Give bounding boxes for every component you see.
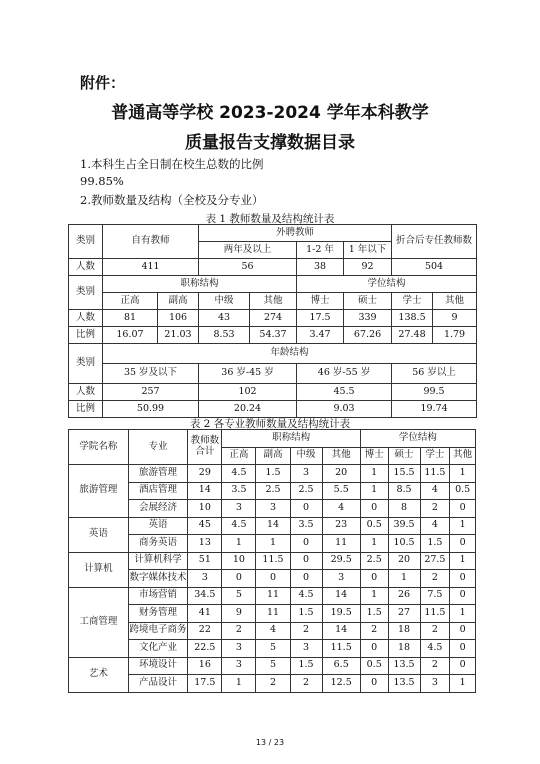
table-row bbox=[69, 344, 477, 364]
header-rank: 其他 bbox=[322, 447, 360, 465]
cell: 2 bbox=[222, 622, 256, 640]
header-major: 专业 bbox=[128, 430, 188, 465]
cell: 5 bbox=[256, 640, 290, 658]
row-label-ratio: 比例 bbox=[69, 401, 103, 418]
cell: 0 bbox=[290, 570, 322, 588]
header-age-structure: 年龄结构 bbox=[103, 344, 477, 364]
table-row bbox=[69, 465, 476, 483]
cell: 5.5 bbox=[322, 482, 360, 500]
cell: 29.5 bbox=[322, 552, 360, 570]
section-2-heading: 2.教师数量及结构（全校及分专业） bbox=[80, 193, 264, 207]
cell: 17.5 bbox=[297, 310, 344, 327]
cell: 1 bbox=[222, 535, 256, 553]
cell: 1 bbox=[222, 675, 256, 693]
cell: 20.24 bbox=[199, 401, 297, 418]
header-degree: 其他 bbox=[450, 447, 476, 465]
table-row bbox=[69, 657, 476, 675]
cell: 3 bbox=[256, 500, 290, 518]
cell: 2.5 bbox=[256, 482, 290, 500]
cell: 14 bbox=[256, 517, 290, 535]
header-degree-structure: 学位结构 bbox=[297, 276, 477, 293]
header-under-one-year: 1 年以下 bbox=[344, 242, 392, 259]
cell: 13.5 bbox=[388, 675, 420, 693]
table-row bbox=[69, 364, 477, 384]
cell: 11.5 bbox=[420, 605, 450, 623]
cell: 1 bbox=[450, 517, 476, 535]
cell: 3 bbox=[222, 657, 256, 675]
cell: 1 bbox=[388, 570, 420, 588]
major-name: 市场营销 bbox=[128, 587, 188, 605]
major-name: 产品设计 bbox=[128, 675, 188, 693]
cell: 3 bbox=[222, 500, 256, 518]
cell: 50.99 bbox=[103, 401, 199, 418]
header-title-structure: 职称结构 bbox=[103, 276, 297, 293]
college-name: 计算机 bbox=[69, 552, 129, 587]
cell: 9 bbox=[433, 310, 477, 327]
header-fulltime-equivalent: 折合后专任教师数 bbox=[392, 225, 477, 259]
header-two-years: 两年及以上 bbox=[199, 242, 297, 259]
cell: 23 bbox=[322, 517, 360, 535]
cell: 1 bbox=[450, 605, 476, 623]
college-name: 艺术 bbox=[69, 657, 129, 692]
cell: 19.5 bbox=[322, 605, 360, 623]
cell: 274 bbox=[250, 310, 297, 327]
cell: 11.5 bbox=[420, 465, 450, 483]
major-name: 财务管理 bbox=[128, 605, 188, 623]
cell: 0.5 bbox=[360, 517, 388, 535]
cell: 4 bbox=[420, 482, 450, 500]
cell: 34.5 bbox=[188, 587, 222, 605]
table-row bbox=[69, 401, 477, 418]
count-one-two-years: 38 bbox=[297, 259, 344, 276]
cell: 27.5 bbox=[420, 552, 450, 570]
cell: 11 bbox=[256, 605, 290, 623]
header-age: 56 岁以上 bbox=[392, 364, 477, 384]
cell: 39.5 bbox=[388, 517, 420, 535]
table-2-caption: 表 2 各专业教师数量及结构统计表 bbox=[189, 418, 351, 430]
header-rank: 中级 bbox=[199, 293, 250, 310]
cell: 54.37 bbox=[250, 327, 297, 344]
cell: 4 bbox=[256, 622, 290, 640]
count-fulltime-equivalent: 504 bbox=[392, 259, 477, 276]
cell: 0 bbox=[450, 587, 476, 605]
cell: 1 bbox=[450, 465, 476, 483]
section-1-heading: 1.本科生占全日制在校生总数的比例 bbox=[80, 157, 264, 171]
cell: 257 bbox=[103, 384, 199, 401]
cell: 339 bbox=[344, 310, 392, 327]
header-age: 36 岁-45 岁 bbox=[199, 364, 297, 384]
major-name: 环境设计 bbox=[128, 657, 188, 675]
header-category: 类别 bbox=[69, 225, 103, 259]
cell: 10 bbox=[188, 500, 222, 518]
cell: 15.5 bbox=[388, 465, 420, 483]
cell: 0 bbox=[360, 500, 388, 518]
cell: 7.5 bbox=[420, 587, 450, 605]
header-college: 学院名称 bbox=[69, 430, 129, 465]
header-total bbox=[188, 430, 222, 465]
cell: 45.5 bbox=[297, 384, 392, 401]
cell: 2 bbox=[420, 570, 450, 588]
cell: 1.5 bbox=[290, 605, 322, 623]
cell: 26 bbox=[388, 587, 420, 605]
header-rank: 正高 bbox=[103, 293, 158, 310]
table-row bbox=[69, 225, 477, 242]
header-one-two-years: 1-2 年 bbox=[297, 242, 344, 259]
cell: 18 bbox=[388, 622, 420, 640]
cell: 11 bbox=[256, 587, 290, 605]
cell: 27 bbox=[388, 605, 420, 623]
header-total-line-1: 教师数 bbox=[190, 435, 220, 447]
major-name: 跨境电子商务 bbox=[128, 622, 188, 640]
table-row bbox=[69, 500, 476, 518]
table-row bbox=[69, 622, 476, 640]
table-row bbox=[69, 640, 476, 658]
cell: 22.5 bbox=[188, 640, 222, 658]
page-number: 13 / 23 bbox=[255, 738, 285, 747]
table-row bbox=[69, 517, 476, 535]
cell: 1.5 bbox=[360, 605, 388, 623]
cell: 102 bbox=[199, 384, 297, 401]
major-name: 数字媒体技术 bbox=[128, 570, 188, 588]
cell: 3 bbox=[322, 570, 360, 588]
cell: 6.5 bbox=[322, 657, 360, 675]
major-name: 旅游管理 bbox=[128, 465, 188, 483]
major-name: 酒店管理 bbox=[128, 482, 188, 500]
cell: 8.5 bbox=[388, 482, 420, 500]
header-rank: 其他 bbox=[250, 293, 297, 310]
title-line-1: 普通高等学校 2023-2024 学年本科教学 bbox=[111, 103, 429, 123]
cell: 4.5 bbox=[222, 465, 256, 483]
attachment-label: 附件： bbox=[80, 74, 126, 92]
cell: 0.5 bbox=[450, 482, 476, 500]
cell: 22 bbox=[188, 622, 222, 640]
header-rank: 副高 bbox=[158, 293, 199, 310]
cell: 1.79 bbox=[433, 327, 477, 344]
header-external-teachers: 外聘教师 bbox=[199, 225, 392, 242]
cell: 4.5 bbox=[420, 640, 450, 658]
cell: 3 bbox=[222, 640, 256, 658]
major-name: 计算机科学 bbox=[128, 552, 188, 570]
cell: 0 bbox=[290, 500, 322, 518]
cell: 0 bbox=[360, 570, 388, 588]
table-row bbox=[69, 259, 477, 276]
cell: 0 bbox=[450, 570, 476, 588]
cell: 2.5 bbox=[290, 482, 322, 500]
cell: 17.5 bbox=[188, 675, 222, 693]
header-age: 35 岁及以下 bbox=[103, 364, 199, 384]
cell: 3.47 bbox=[297, 327, 344, 344]
header-rank: 正高 bbox=[222, 447, 256, 465]
cell: 2.5 bbox=[360, 552, 388, 570]
cell: 1 bbox=[360, 535, 388, 553]
cell: 3.5 bbox=[290, 517, 322, 535]
college-name: 旅游管理 bbox=[69, 465, 129, 518]
cell: 45 bbox=[188, 517, 222, 535]
major-teacher-table bbox=[68, 429, 476, 693]
cell: 8 bbox=[388, 500, 420, 518]
major-name: 商务英语 bbox=[128, 535, 188, 553]
cell: 1.5 bbox=[290, 657, 322, 675]
cell: 2 bbox=[420, 622, 450, 640]
major-name: 文化产业 bbox=[128, 640, 188, 658]
cell: 2 bbox=[420, 500, 450, 518]
cell: 138.5 bbox=[392, 310, 433, 327]
header-rank: 副高 bbox=[256, 447, 290, 465]
college-name: 工商管理 bbox=[69, 587, 129, 657]
table-row bbox=[69, 293, 477, 310]
major-name: 英语 bbox=[128, 517, 188, 535]
cell: 4.5 bbox=[290, 587, 322, 605]
cell: 2 bbox=[256, 675, 290, 693]
cell: 11 bbox=[322, 535, 360, 553]
cell: 2 bbox=[360, 622, 388, 640]
cell: 1 bbox=[360, 482, 388, 500]
cell: 0 bbox=[360, 640, 388, 658]
cell: 5 bbox=[222, 587, 256, 605]
cell: 1 bbox=[450, 675, 476, 693]
table-row bbox=[69, 605, 476, 623]
cell: 2 bbox=[420, 657, 450, 675]
cell: 0 bbox=[450, 500, 476, 518]
header-degree: 博士 bbox=[360, 447, 388, 465]
cell: 9 bbox=[222, 605, 256, 623]
header-degree: 学士 bbox=[392, 293, 433, 310]
row-label-count: 人数 bbox=[69, 259, 103, 276]
college-name: 英语 bbox=[69, 517, 129, 552]
major-name: 会展经济 bbox=[128, 500, 188, 518]
cell: 3 bbox=[420, 675, 450, 693]
table-row bbox=[69, 535, 476, 553]
cell: 16.07 bbox=[103, 327, 158, 344]
cell: 0 bbox=[360, 675, 388, 693]
cell: 41 bbox=[188, 605, 222, 623]
teacher-structure-table bbox=[68, 224, 477, 418]
cell: 51 bbox=[188, 552, 222, 570]
count-own: 411 bbox=[103, 259, 199, 276]
header-total-line-2: 合计 bbox=[195, 446, 215, 457]
cell: 20 bbox=[322, 465, 360, 483]
cell: 3.5 bbox=[222, 482, 256, 500]
cell: 0 bbox=[290, 552, 322, 570]
cell: 0 bbox=[222, 570, 256, 588]
table-row bbox=[69, 310, 477, 327]
cell: 4.5 bbox=[222, 517, 256, 535]
cell: 13 bbox=[188, 535, 222, 553]
cell: 14 bbox=[188, 482, 222, 500]
cell: 16 bbox=[188, 657, 222, 675]
table-row bbox=[69, 552, 476, 570]
cell: 21.03 bbox=[158, 327, 199, 344]
cell: 0 bbox=[290, 535, 322, 553]
cell: 0.5 bbox=[360, 657, 388, 675]
table-row bbox=[69, 482, 476, 500]
cell: 8.53 bbox=[199, 327, 250, 344]
header-degree-structure: 学位结构 bbox=[360, 430, 475, 448]
cell: 14 bbox=[322, 587, 360, 605]
row-label-ratio: 比例 bbox=[69, 327, 103, 344]
cell: 106 bbox=[158, 310, 199, 327]
cell: 99.5 bbox=[392, 384, 477, 401]
cell: 1.5 bbox=[256, 465, 290, 483]
table-row bbox=[69, 675, 476, 693]
cell: 2 bbox=[290, 675, 322, 693]
cell: 0 bbox=[450, 622, 476, 640]
cell: 14 bbox=[322, 622, 360, 640]
cell: 0 bbox=[450, 535, 476, 553]
header-title-structure: 职称结构 bbox=[222, 430, 360, 448]
cell: 0 bbox=[450, 640, 476, 658]
cell: 12.5 bbox=[322, 675, 360, 693]
cell: 13.5 bbox=[388, 657, 420, 675]
cell: 19.74 bbox=[392, 401, 477, 418]
count-two-years: 56 bbox=[199, 259, 297, 276]
cell: 29 bbox=[188, 465, 222, 483]
row-label-count: 人数 bbox=[69, 310, 103, 327]
cell: 0 bbox=[450, 657, 476, 675]
cell: 4 bbox=[322, 500, 360, 518]
cell: 43 bbox=[199, 310, 250, 327]
cell: 1.5 bbox=[420, 535, 450, 553]
table-row bbox=[69, 430, 476, 448]
cell: 3 bbox=[188, 570, 222, 588]
cell: 3 bbox=[290, 640, 322, 658]
cell: 2 bbox=[290, 622, 322, 640]
header-own-teachers: 自有教师 bbox=[103, 225, 199, 259]
cell: 67.26 bbox=[344, 327, 392, 344]
header-degree: 博士 bbox=[297, 293, 344, 310]
cell: 10 bbox=[222, 552, 256, 570]
header-age: 46 岁-55 岁 bbox=[297, 364, 392, 384]
table-row bbox=[69, 587, 476, 605]
cell: 18 bbox=[388, 640, 420, 658]
cell: 20 bbox=[388, 552, 420, 570]
table-row bbox=[69, 384, 477, 401]
table-row bbox=[69, 276, 477, 293]
cell: 1 bbox=[360, 587, 388, 605]
cell: 11.5 bbox=[256, 552, 290, 570]
table-row bbox=[69, 327, 477, 344]
row-label-count: 人数 bbox=[69, 384, 103, 401]
cell: 1 bbox=[360, 465, 388, 483]
cell: 9.03 bbox=[297, 401, 392, 418]
table-row bbox=[69, 570, 476, 588]
table-1-caption: 表 1 教师数量及结构统计表 bbox=[205, 213, 335, 225]
cell: 4 bbox=[420, 517, 450, 535]
title-line-2: 质量报告支撑数据目录 bbox=[185, 133, 355, 153]
header-degree: 其他 bbox=[433, 293, 477, 310]
cell: 11.5 bbox=[322, 640, 360, 658]
cell: 1 bbox=[450, 552, 476, 570]
cell: 81 bbox=[103, 310, 158, 327]
count-under-one-year: 92 bbox=[344, 259, 392, 276]
cell: 27.48 bbox=[392, 327, 433, 344]
cell: 3 bbox=[290, 465, 322, 483]
header-degree: 硕士 bbox=[344, 293, 392, 310]
section-1-value: 99.85% bbox=[80, 174, 124, 188]
header-degree: 学士 bbox=[420, 447, 450, 465]
cell: 10.5 bbox=[388, 535, 420, 553]
header-category: 类别 bbox=[69, 344, 103, 384]
cell: 1 bbox=[256, 535, 290, 553]
header-rank: 中级 bbox=[290, 447, 322, 465]
cell: 0 bbox=[256, 570, 290, 588]
header-degree: 硕士 bbox=[388, 447, 420, 465]
header-category: 类别 bbox=[69, 276, 103, 310]
cell: 5 bbox=[256, 657, 290, 675]
